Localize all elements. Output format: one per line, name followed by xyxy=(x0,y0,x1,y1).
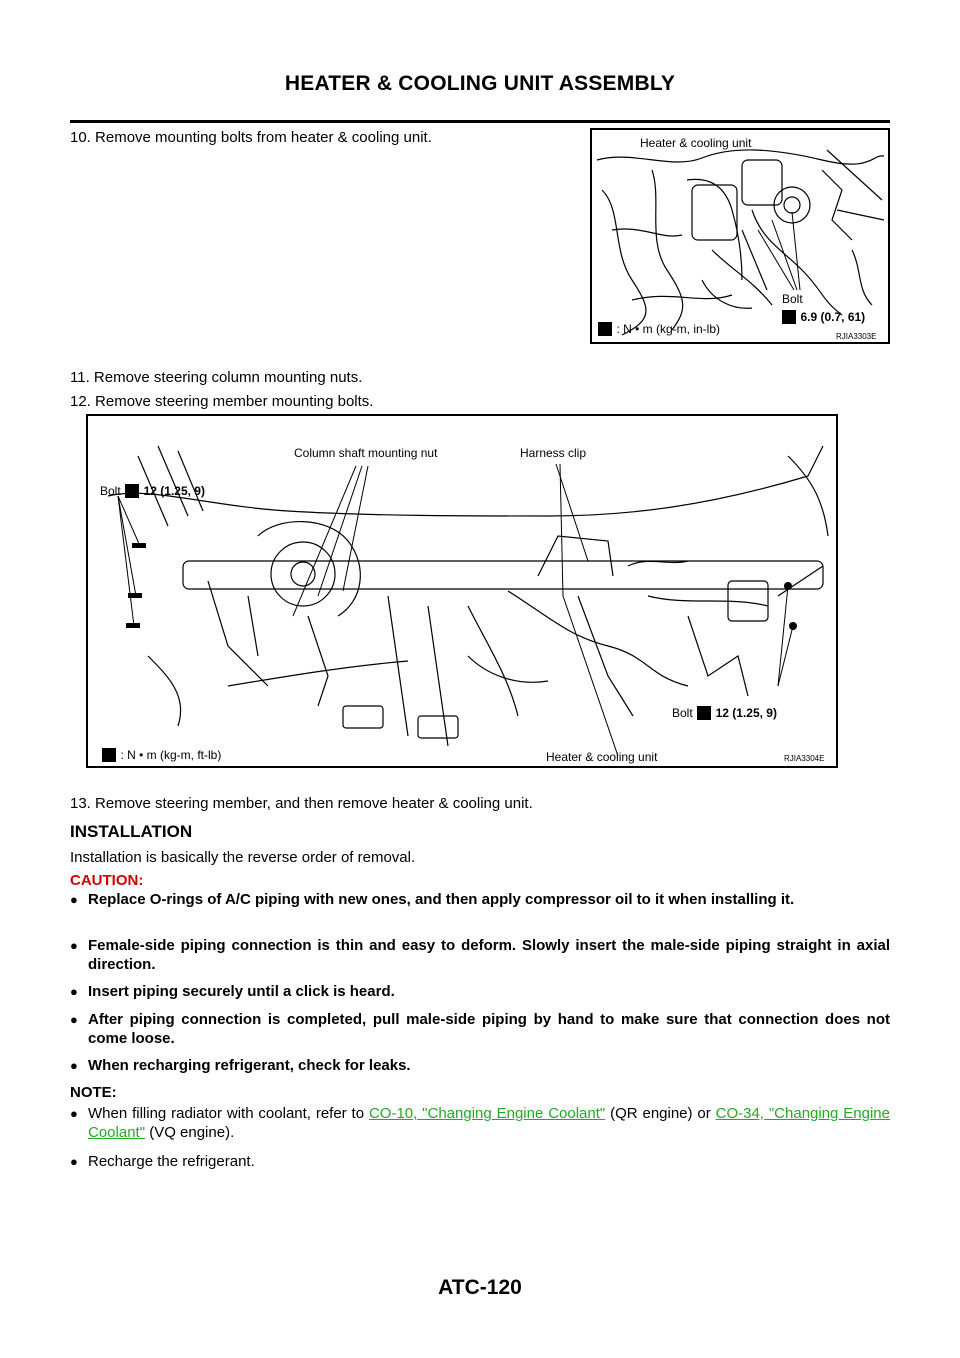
torque-wrench-icon xyxy=(697,706,711,720)
fig1-label-bolt: Bolt xyxy=(782,292,803,306)
fig2-bolt-left-row xyxy=(100,482,205,500)
caution-item: ● When recharging refrigerant, check for leaks. xyxy=(70,1057,411,1074)
bullet-icon: ● xyxy=(70,1058,78,1073)
torque-wrench-icon xyxy=(125,484,139,498)
step-12: 12. Remove steering member mounting bolts. xyxy=(70,393,374,410)
note-item: ● When filling radiator with coolant, refer to CO-10, "Changing Engine Coolant" (QR engine) or CO-34, "Changing Engine Coolant" (VQ engine). xyxy=(70,1105,890,1141)
bullet-icon: ● xyxy=(70,1012,78,1027)
fig1-torque-row xyxy=(782,308,865,326)
bullet-icon: ● xyxy=(70,984,78,999)
link-co-34[interactable]: CO-34, "Changing Engine Coolant" xyxy=(88,1105,890,1141)
installation-intro: Installation is basically the reverse order of removal. xyxy=(70,849,416,866)
note-item: ● Recharge the refrigerant. xyxy=(70,1153,255,1170)
note-label: NOTE: xyxy=(70,1084,117,1101)
fig2-units: : N • m (kg-m, ft-lb) xyxy=(120,748,222,762)
figure-heater-bolts xyxy=(590,128,890,344)
fig2-bolt-right-row xyxy=(672,704,777,722)
caution-item: ● Replace O-rings of A/C piping with new ones, and then apply compressor oil to it when installing it. xyxy=(70,891,795,908)
fig2-torque-right: 12 (1.25, 9) xyxy=(715,706,777,720)
figure-steering-member xyxy=(86,414,838,768)
bullet-icon: ● xyxy=(70,1106,78,1121)
fig1-label-unit: Heater & cooling unit xyxy=(640,136,752,150)
bullet-icon: ● xyxy=(70,892,78,907)
fig2-label-nut: Column shaft mounting nut xyxy=(294,446,438,460)
fig2-label-bolt-left: Bolt xyxy=(100,484,121,498)
caution-item: ● Insert piping securely until a click is heard. xyxy=(70,983,395,1000)
fig2-label-clip: Harness clip xyxy=(520,446,587,460)
title-rule xyxy=(70,120,890,123)
fig2-torque-left: 12 (1.25, 9) xyxy=(143,484,205,498)
fig2-id: RJIA3304E xyxy=(784,754,825,763)
link-co-10[interactable]: CO-10, "Changing Engine Coolant" xyxy=(368,1105,606,1122)
step-10: 10. Remove mounting bolts from heater & cooling unit. xyxy=(70,129,432,146)
page-title: HEATER & COOLING UNIT ASSEMBLY xyxy=(284,72,676,95)
page-number: ATC-120 xyxy=(438,1276,522,1299)
bullet-icon: ● xyxy=(70,938,78,953)
fig1-units: : N • m (kg-m, in-lb) xyxy=(616,322,720,336)
torque-wrench-icon xyxy=(782,310,796,324)
fig2-label-unit: Heater & cooling unit xyxy=(546,750,658,764)
fig1-id: RJIA3303E xyxy=(836,332,877,341)
fig1-units-row xyxy=(598,320,720,338)
section-heading-installation: INSTALLATION xyxy=(70,822,193,841)
step-11: 11. Remove steering column mounting nuts. xyxy=(70,369,363,386)
fig1-torque-value: 6.9 (0.7, 61) xyxy=(800,310,866,324)
torque-wrench-icon xyxy=(102,748,116,762)
fig2-units-row xyxy=(102,746,221,764)
caution-item: ● After piping connection is completed, pull male-side piping by hand to make sure that connection does not come loose. xyxy=(70,1011,890,1047)
torque-wrench-icon xyxy=(598,322,612,336)
step-13: 13. Remove steering member, and then remove heater & cooling unit. xyxy=(70,795,533,812)
bullet-icon: ● xyxy=(70,1154,78,1169)
caution-label: CAUTION: xyxy=(70,872,144,889)
caution-item: ● Female-side piping connection is thin and easy to deform. Slowly insert the male-side piping straight in axial direction. xyxy=(70,937,890,973)
fig2-label-bolt-right: Bolt xyxy=(672,706,693,720)
